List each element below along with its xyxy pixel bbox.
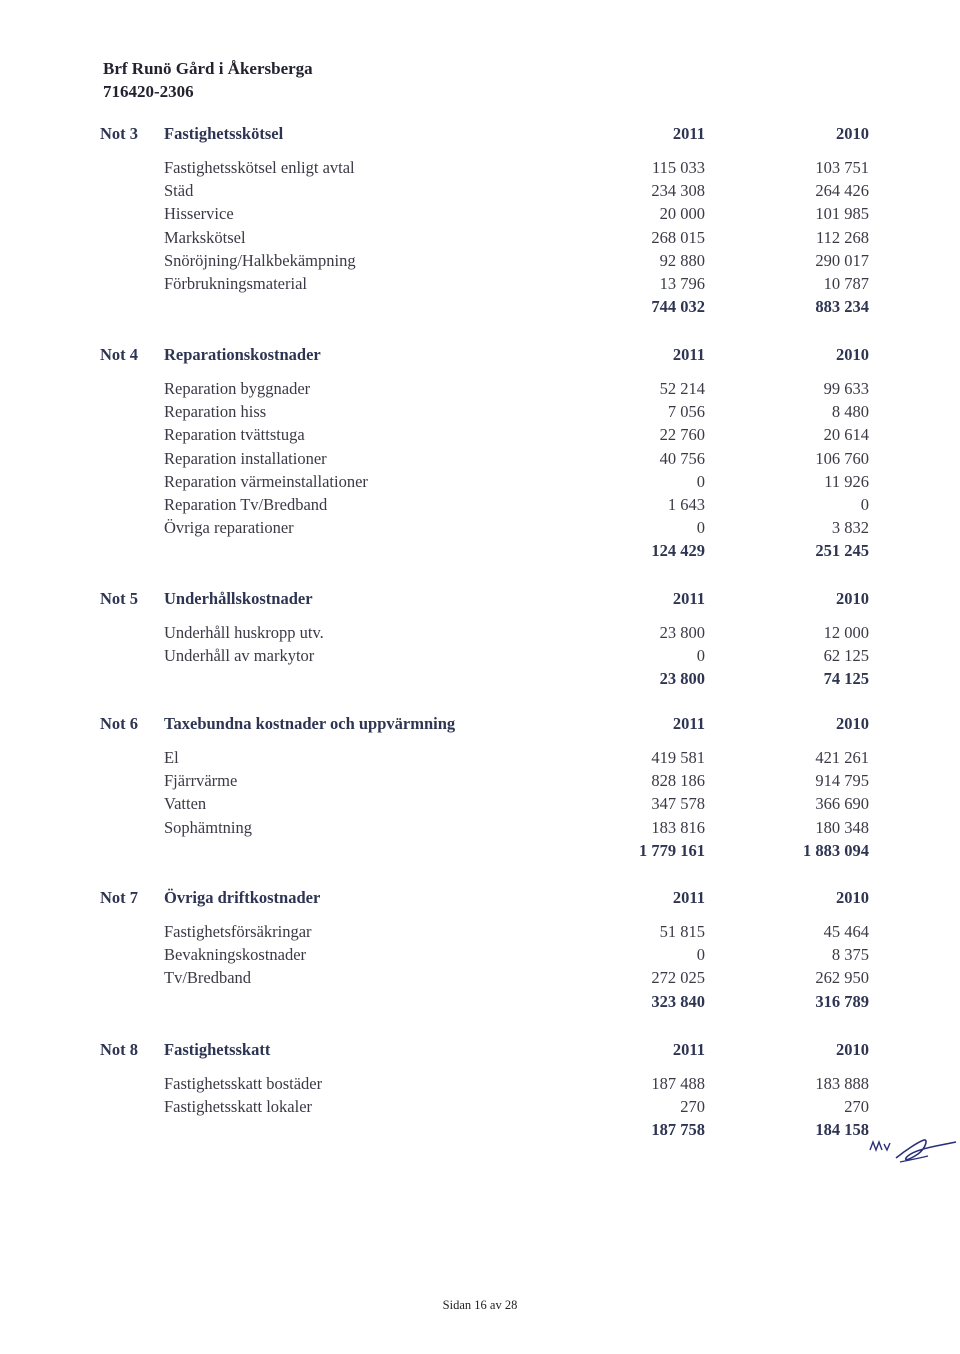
table-row (0, 204, 960, 227)
value-2011: 270 (680, 1097, 705, 1117)
row-label: Vatten (164, 794, 207, 814)
row-label: Reparation värmeinstallationer (164, 471, 368, 491)
value-2011: 234 308 (651, 181, 705, 201)
total-row (0, 1120, 960, 1144)
value-2010: 183 888 (815, 1074, 869, 1093)
value-2010: 12 000 (823, 623, 869, 642)
table-row (0, 922, 960, 945)
value-2011: 0 (696, 471, 705, 491)
total-2011: 744 032 (651, 297, 705, 317)
value-2011: 828 186 (651, 771, 705, 791)
table-row (0, 818, 960, 841)
table-row (0, 1097, 960, 1120)
row-label: Förbrukningsmaterial (164, 273, 307, 293)
value-2011: 0 (696, 945, 705, 965)
note-title: Underhållskostnader (164, 589, 313, 608)
year-2010-header: 2010 (836, 714, 869, 733)
value-2010: 264 426 (815, 181, 869, 201)
total-2010: 1 883 094 (803, 840, 869, 860)
table-row (0, 518, 960, 541)
table-row (0, 968, 960, 991)
note-header (0, 345, 960, 367)
note-section (0, 589, 960, 693)
row-label: Fastighetsskatt lokaler (164, 1097, 313, 1117)
value-2010: 11 926 (824, 471, 869, 491)
note-section (0, 714, 960, 865)
total-2011: 187 758 (651, 1120, 705, 1140)
year-2011-header: 2011 (672, 888, 705, 907)
year-2011-header: 2011 (672, 345, 705, 364)
row-label: Fastighetsskötsel enligt avtal (164, 158, 355, 177)
table-row (0, 425, 960, 448)
table-row (0, 274, 960, 297)
page-footer (0, 1298, 960, 1313)
value-2011: 0 (696, 646, 705, 666)
note-rows (0, 379, 960, 541)
year-2011-header: 2011 (672, 589, 705, 608)
year-2010-header: 2010 (836, 345, 869, 364)
year-2011-header: 2011 (672, 124, 705, 143)
note-title: Reparationskostnader (164, 345, 321, 364)
total-2010: 251 245 (815, 541, 869, 561)
note-title: Övriga driftkostnader (164, 888, 321, 907)
note-rows (0, 922, 960, 992)
note-rows (0, 158, 960, 297)
value-2010: 270 (844, 1097, 869, 1117)
value-2010: 45 464 (823, 922, 869, 941)
total-2011: 23 800 (659, 669, 705, 689)
total-2010: 184 158 (815, 1120, 869, 1140)
value-2010: 8 480 (831, 402, 869, 422)
value-2010: 10 787 (823, 273, 869, 293)
value-2010: 62 125 (823, 646, 869, 666)
row-label: Sophämtning (164, 817, 253, 837)
row-label: Fjärrvärme (164, 771, 238, 791)
value-2011: 51 815 (659, 922, 705, 941)
year-2010-header: 2010 (836, 1040, 869, 1059)
value-2011: 52 214 (659, 379, 705, 398)
value-2010: 3 832 (831, 518, 869, 538)
total-2011: 1 779 161 (639, 840, 705, 860)
note-rows (0, 748, 960, 841)
note-rows (0, 623, 960, 669)
value-2011: 22 760 (659, 425, 705, 445)
value-2010: 112 268 (815, 227, 869, 247)
total-row (0, 992, 960, 1016)
table-row (0, 623, 960, 646)
note-number: Not 3 (100, 124, 139, 143)
value-2011: 419 581 (651, 748, 705, 767)
note-section (0, 888, 960, 1016)
row-label: Reparation installationer (164, 448, 327, 468)
value-2010: 421 261 (815, 748, 869, 767)
total-2011: 323 840 (651, 991, 705, 1011)
value-2010: 0 (860, 494, 869, 514)
note-number: Not 8 (100, 1040, 139, 1059)
value-2011: 0 (696, 518, 705, 538)
row-label: Städ (164, 181, 194, 201)
note-rows (0, 1074, 960, 1120)
value-2010: 106 760 (815, 448, 869, 468)
table-row (0, 402, 960, 425)
value-2010: 914 795 (815, 771, 869, 791)
table-row (0, 449, 960, 472)
total-2010: 74 125 (823, 669, 869, 689)
row-label: Snöröjning/Halkbekämpning (164, 250, 356, 270)
row-label: Markskötsel (164, 227, 246, 247)
value-2010: 180 348 (815, 817, 869, 837)
organization-number: 716420-2306 (103, 82, 194, 101)
table-row (0, 748, 960, 771)
table-row (0, 251, 960, 274)
row-label: Bevakningskostnader (164, 945, 307, 965)
value-2011: 92 880 (659, 250, 705, 270)
note-number: Not 4 (100, 345, 139, 364)
table-row (0, 379, 960, 402)
table-row (0, 228, 960, 251)
year-2010-header: 2010 (836, 589, 869, 608)
total-2010: 316 789 (815, 991, 869, 1011)
table-row (0, 158, 960, 181)
value-2011: 20 000 (659, 204, 705, 224)
note-header (0, 589, 960, 611)
value-2011: 13 796 (659, 273, 705, 293)
value-2010: 366 690 (815, 794, 869, 814)
value-2010: 20 614 (823, 425, 869, 445)
note-number: Not 5 (100, 589, 139, 608)
value-2011: 347 578 (651, 794, 705, 814)
value-2010: 290 017 (815, 250, 869, 270)
value-2011: 115 033 (651, 158, 705, 177)
value-2011: 183 816 (651, 817, 705, 837)
value-2011: 187 488 (651, 1074, 705, 1093)
total-row (0, 841, 960, 865)
note-header (0, 1040, 960, 1062)
row-label: Reparation tvättstuga (164, 425, 305, 445)
note-section (0, 345, 960, 565)
total-2010: 883 234 (815, 297, 869, 317)
value-2011: 7 056 (667, 402, 705, 422)
note-number: Not 6 (100, 714, 139, 733)
value-2011: 23 800 (659, 623, 705, 642)
signature-initials (866, 1128, 958, 1172)
value-2010: 8 375 (831, 945, 869, 965)
row-label: Reparation Tv/Bredband (164, 494, 328, 514)
row-label: Fastighetsskatt bostäder (164, 1074, 323, 1093)
value-2010: 101 985 (815, 204, 869, 224)
organization-name: Brf Runö Gård i Åkersberga (103, 59, 313, 78)
value-2011: 40 756 (659, 448, 705, 468)
total-row (0, 541, 960, 565)
row-label: Underhåll av markytor (164, 646, 315, 666)
row-label: Övriga reparationer (164, 518, 294, 538)
table-row (0, 495, 960, 518)
note-section (0, 124, 960, 321)
row-label: Hisservice (164, 204, 234, 224)
value-2010: 103 751 (815, 158, 869, 177)
year-2010-header: 2010 (836, 888, 869, 907)
note-number: Not 7 (100, 888, 139, 907)
table-row (0, 771, 960, 794)
value-2010: 262 950 (815, 968, 869, 988)
total-row (0, 297, 960, 321)
row-label: El (164, 748, 179, 767)
row-label: Tv/Bredband (164, 968, 252, 988)
total-row (0, 669, 960, 693)
table-row (0, 646, 960, 669)
note-title: Fastighetsskötsel (164, 124, 284, 143)
value-2011: 268 015 (651, 227, 705, 247)
document-header (103, 57, 313, 103)
row-label: Underhåll huskropp utv. (164, 623, 324, 642)
table-row (0, 794, 960, 817)
table-row (0, 1074, 960, 1097)
row-label: Fastighetsförsäkringar (164, 922, 312, 941)
note-header (0, 714, 960, 736)
note-section (0, 1040, 960, 1144)
year-2010-header: 2010 (836, 124, 869, 143)
note-title: Taxebundna kostnader och uppvärmning (164, 714, 456, 733)
note-header (0, 888, 960, 910)
value-2010: 99 633 (823, 379, 869, 398)
page-number: Sidan 16 av 28 (442, 1298, 518, 1312)
row-label: Reparation byggnader (164, 379, 311, 398)
total-2011: 124 429 (651, 541, 705, 561)
note-header (0, 124, 960, 146)
year-2011-header: 2011 (672, 1040, 705, 1059)
value-2011: 1 643 (667, 494, 705, 514)
value-2011: 272 025 (651, 968, 705, 988)
note-title: Fastighetsskatt (164, 1040, 271, 1059)
row-label: Reparation hiss (164, 402, 267, 422)
table-row (0, 945, 960, 968)
table-row (0, 472, 960, 495)
year-2011-header: 2011 (672, 714, 705, 733)
table-row (0, 181, 960, 204)
